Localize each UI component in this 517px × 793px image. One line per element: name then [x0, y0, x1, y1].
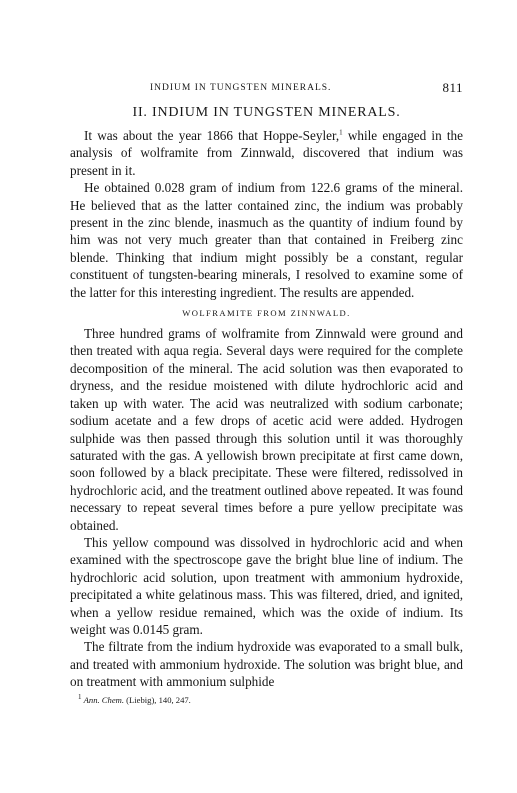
subheading: WOLFRAMITE FROM ZINNWALD. [182, 308, 351, 319]
running-head [70, 80, 463, 98]
running-title: INDIUM IN TUNGSTEN MINERALS. [150, 83, 332, 93]
footnote-details: (Liebig), 140, 247. [124, 694, 191, 705]
footnote-citation: Ann. Chem. [83, 694, 124, 705]
paragraph-4: This yellow compound was dissolved in hydrochloric acid and when examined with the spectroscope gave the bright blue line of indium. The hydrochloric acid solution, upon treatment with ammonium hydroxide, precipitated a white gelatinous mass. This was filtered, dried, and ignited, when a yellow residue remained, which was the oxide of indium. Its weight was 0.0145 gram. [70, 534, 463, 637]
section-title: II. INDIUM IN TUNGSTEN MINERALS. [132, 105, 401, 120]
footnote-mark: 1 [78, 692, 82, 701]
paragraph-1-text-b: while engaged in the analysis of wolframite from Zinnwald, discovered that indium was present in it. [70, 128, 463, 178]
paragraph-3: Three hundred grams of wolframite from Zinnwald were ground and then treated with aqua regia. Several days were required for the complete decomposition of the mineral. The acid solution was then evaporated to dryness, and the residue moistened with dilute hydrochloric acid and taken up with water. The acid was neutralized with sodium carbonate; sodium acetate and a few drops of acetic acid were added. Hydrogen sulphide was then passed through this solution until it was thoroughly saturated with the gas. A yellowish brown precipitate at first came down, soon followed by a black precipitate. These were filtered, redissolved in hydrochloric acid, and the treatment outlined above repeated. It was found necessary to repeat several times before a pure yellow precipitate was obtained. [70, 326, 463, 533]
paragraph-5: The filtrate from the indium hydroxide was evaporated to a small bulk, and treated with ammonium hydroxide. The solution was bright blue, and on treatment with ammonium sulphide [70, 639, 463, 690]
paragraph-2: He obtained 0.028 gram of indium from 122.6 grams of the mineral. He believed that as the latter contained zinc, the indium was probably present in the zinc blende, inasmuch as the quantity of indium found by him was not very much greater than that contained in Freiberg zinc blende. Thinking that indium might possibly be a constant, regular constituent of tungsten-bearing minerals, I resolved to examine some of the latter for this interesting ingredient. The results are appended. [70, 180, 463, 300]
paragraph-1 [70, 127, 463, 179]
footnote [70, 694, 463, 706]
page-number: 811 [442, 80, 463, 95]
book-page [70, 80, 463, 706]
paragraph-1-text-a: It was about the year 1866 that Hoppe-Seyler, [84, 128, 340, 143]
footnote-reference: 1 [339, 128, 343, 137]
